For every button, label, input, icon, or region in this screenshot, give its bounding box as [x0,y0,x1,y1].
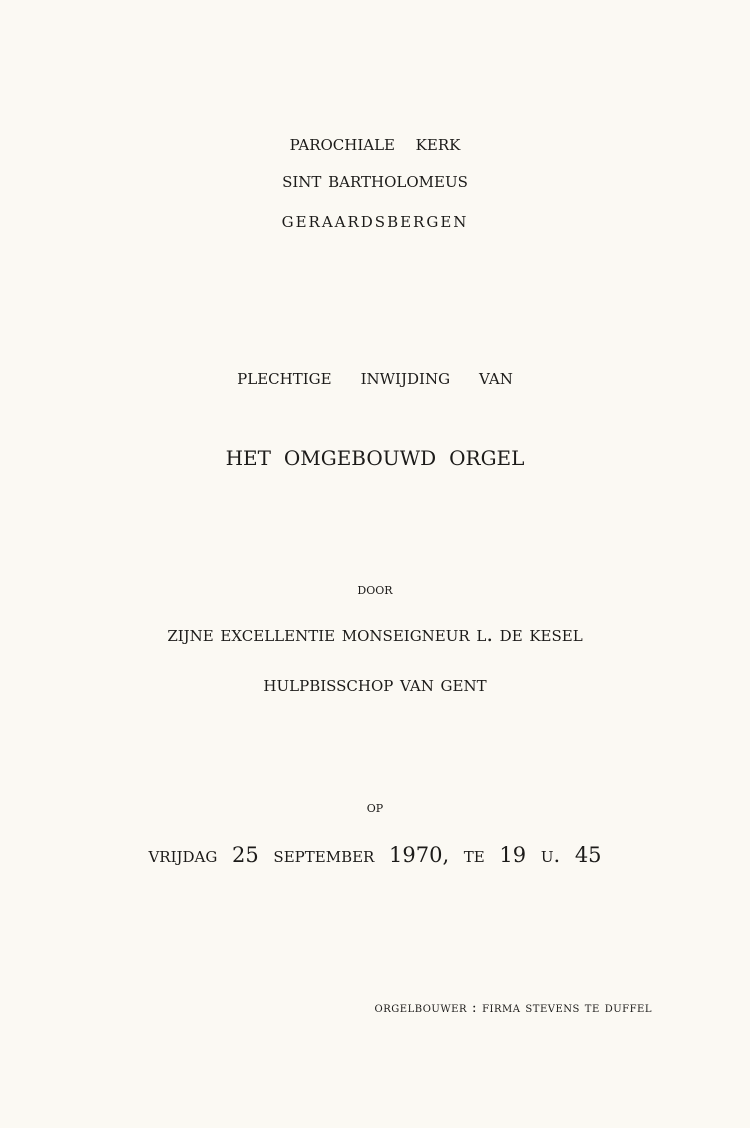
officiant-by: door [357,580,393,598]
organ-builder-note: orgelbouwer : firma stevens te duffel [374,1000,652,1016]
church-line-2: sint bartholomeus [282,168,468,192]
officiant-name: zijne excellentie monseigneur l. de kesel [167,622,583,646]
church-line-3: geraardsbergen [281,208,469,232]
event-date: vrijdag 25 september 1970, te 19 u. 45 [148,843,602,867]
ceremony-title: het omgebouwd orgel [225,439,525,472]
officiant-title: hulpbisschop van gent [263,672,487,696]
ceremony-intro: plechtige inwijding van [237,365,513,390]
church-line-1: parochiale kerk [289,131,461,155]
event-on: op [366,798,384,816]
